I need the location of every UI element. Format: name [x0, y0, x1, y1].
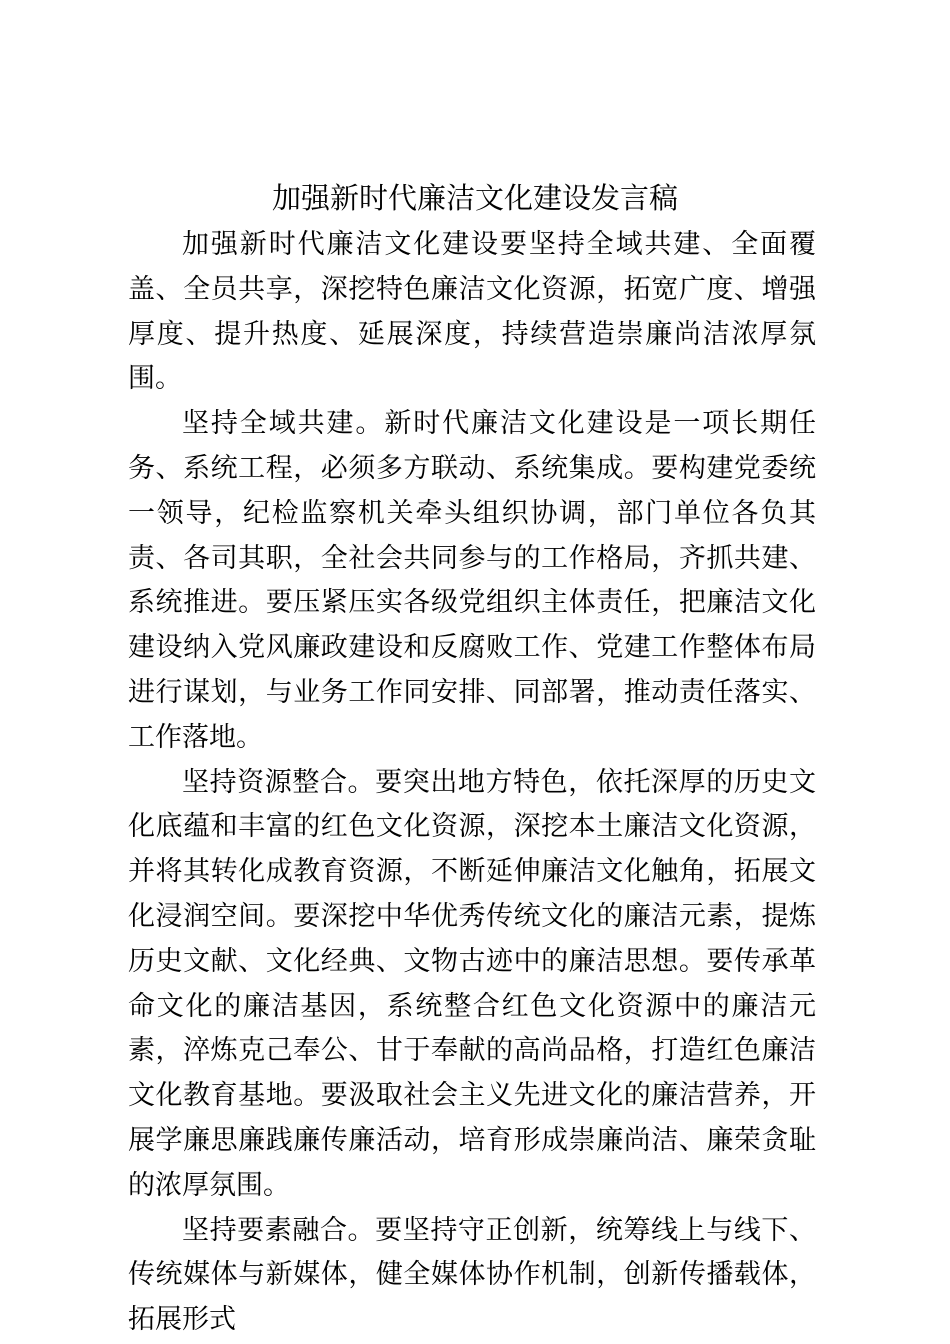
paragraph-intro: 加强新时代廉洁文化建设要坚持全域共建、全面覆盖、全员共享，深挖特色廉洁文化资源，拓宽广度、增强厚度、提升热度、延展深度，持续营造崇廉尚洁浓厚氛围。	[128, 229, 816, 395]
paragraph-element-fusion: 坚持要素融合。要坚持守正创新，统筹线上与线下、传统媒体与新媒体，健全媒体协作机制，创新传播载体，拓展形式	[128, 1214, 816, 1336]
document-title: 加强新时代廉洁文化建设发言稿	[271, 181, 678, 215]
paragraph-resource-integration: 坚持资源整合。要突出地方特色，依托深厚的历史文化底蕴和丰富的红色文化资源，深挖本土廉洁文化资源，并将其转化成教育资源，不断延伸廉洁文化触角，拓展文化浸润空间。要深挖中华优秀传统文化的廉洁元素，提炼历史文献、文化经典、文物古迹中的廉洁思想。要传承革命文化的廉洁基因，系统整合红色文化资源中的廉洁元素，淬炼克己奉公、甘于奉献的高尚品格，打造红色廉洁文化教育基地。要汲取社会主义先进文化的廉洁营养，开展学廉思廉践廉传廉活动，培育形成崇廉尚洁、廉荣贪耻的浓厚氛围。	[128, 766, 816, 1201]
paragraph-joint-construction: 坚持全域共建。新时代廉洁文化建设是一项长期任务、系统工程，必须多方联动、系统集成。要构建党委统一领导，纪检监察机关牵头组织协调，部门单位各负其责、各司其职，全社会共同参与的工作格局，齐抓共建、系统推进。要压紧压实各级党组织主体责任，把廉洁文化建设纳入党风廉政建设和反腐败工作、党建工作整体布局进行谋划，与业务工作同安排、同部署，推动责任落实、工作落地。	[128, 408, 816, 753]
document-body	[128, 223, 816, 1343]
